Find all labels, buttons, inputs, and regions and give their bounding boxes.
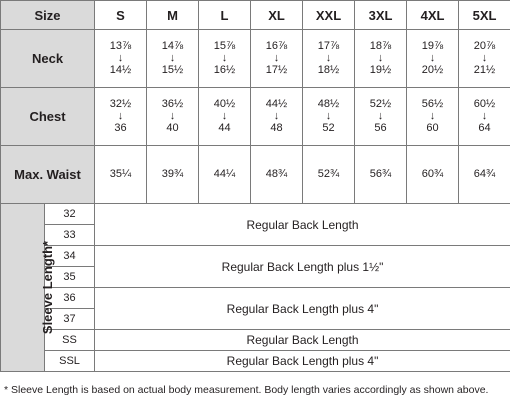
neck-cell: 18⅞ ↓ 19½ bbox=[355, 30, 407, 88]
neck-label: Neck bbox=[1, 30, 95, 88]
chest-cell: 60½ ↓ 64 bbox=[459, 88, 510, 146]
sleeve-code: 36 bbox=[45, 288, 95, 309]
footnote: * Sleeve Length is based on actual body measurement. Body length varies accordingly as shown above. bbox=[4, 384, 489, 396]
sleeve-group: Regular Back Length plus 4" bbox=[95, 288, 510, 330]
waist-cell: 56¾ bbox=[355, 146, 407, 204]
waist-cell: 48¾ bbox=[251, 146, 303, 204]
chest-cell: 36½ ↓ 40 bbox=[147, 88, 199, 146]
size-col-header: XL bbox=[251, 1, 303, 30]
sleeve-code: SSL bbox=[45, 351, 95, 372]
waist-label: Max. Waist bbox=[1, 146, 95, 204]
size-col-header: 3XL bbox=[355, 1, 407, 30]
waist-row bbox=[1, 146, 510, 204]
sleeve-code: SS bbox=[45, 330, 95, 351]
neck-cell: 15⅞ ↓ 16½ bbox=[199, 30, 251, 88]
chest-row bbox=[1, 88, 510, 146]
size-header: Size bbox=[1, 1, 95, 30]
sleeve-code: 32 bbox=[45, 204, 95, 225]
chest-cell: 48½ ↓ 52 bbox=[303, 88, 355, 146]
chest-label: Chest bbox=[1, 88, 95, 146]
waist-cell: 52¾ bbox=[303, 146, 355, 204]
waist-cell: 35¼ bbox=[95, 146, 147, 204]
waist-cell: 44¼ bbox=[199, 146, 251, 204]
sleeve-length-label: Sleeve Length* bbox=[1, 204, 45, 372]
sleeve-row bbox=[1, 204, 510, 225]
chest-cell: 52½ ↓ 56 bbox=[355, 88, 407, 146]
chest-cell: 40½ ↓ 44 bbox=[199, 88, 251, 146]
chest-cell: 56½ ↓ 60 bbox=[407, 88, 459, 146]
sleeve-row bbox=[1, 330, 510, 351]
neck-cell: 14⅞ ↓ 15½ bbox=[147, 30, 199, 88]
waist-cell: 39¾ bbox=[147, 146, 199, 204]
sleeve-row bbox=[1, 246, 510, 267]
neck-cell: 19⅞ ↓ 20½ bbox=[407, 30, 459, 88]
sleeve-row bbox=[1, 351, 510, 372]
neck-cell: 20⅞ ↓ 21½ bbox=[459, 30, 510, 88]
sleeve-code: 34 bbox=[45, 246, 95, 267]
size-col-header: 5XL bbox=[459, 1, 510, 30]
neck-row bbox=[1, 30, 510, 88]
sleeve-code: 37 bbox=[45, 309, 95, 330]
size-col-header: XXL bbox=[303, 1, 355, 30]
size-col-header: 4XL bbox=[407, 1, 459, 30]
sleeve-group: Regular Back Length plus 1½" bbox=[95, 246, 510, 288]
header-row bbox=[1, 1, 510, 30]
sleeve-row bbox=[1, 288, 510, 309]
waist-cell: 60¾ bbox=[407, 146, 459, 204]
waist-cell: 64¾ bbox=[459, 146, 510, 204]
sleeve-code: 33 bbox=[45, 225, 95, 246]
sleeve-group: Regular Back Length bbox=[95, 204, 510, 246]
neck-cell: 17⅞ ↓ 18½ bbox=[303, 30, 355, 88]
chest-cell: 44½ ↓ 48 bbox=[251, 88, 303, 146]
chest-cell: 32½ ↓ 36 bbox=[95, 88, 147, 146]
neck-cell: 16⅞ ↓ 17½ bbox=[251, 30, 303, 88]
sleeve-group: Regular Back Length plus 4" bbox=[95, 351, 510, 372]
size-col-header: S bbox=[95, 1, 147, 30]
sleeve-group: Regular Back Length bbox=[95, 330, 510, 351]
neck-cell: 13⅞ ↓ 14½ bbox=[95, 30, 147, 88]
sleeve-code: 35 bbox=[45, 267, 95, 288]
size-col-header: L bbox=[199, 1, 251, 30]
size-col-header: M bbox=[147, 1, 199, 30]
